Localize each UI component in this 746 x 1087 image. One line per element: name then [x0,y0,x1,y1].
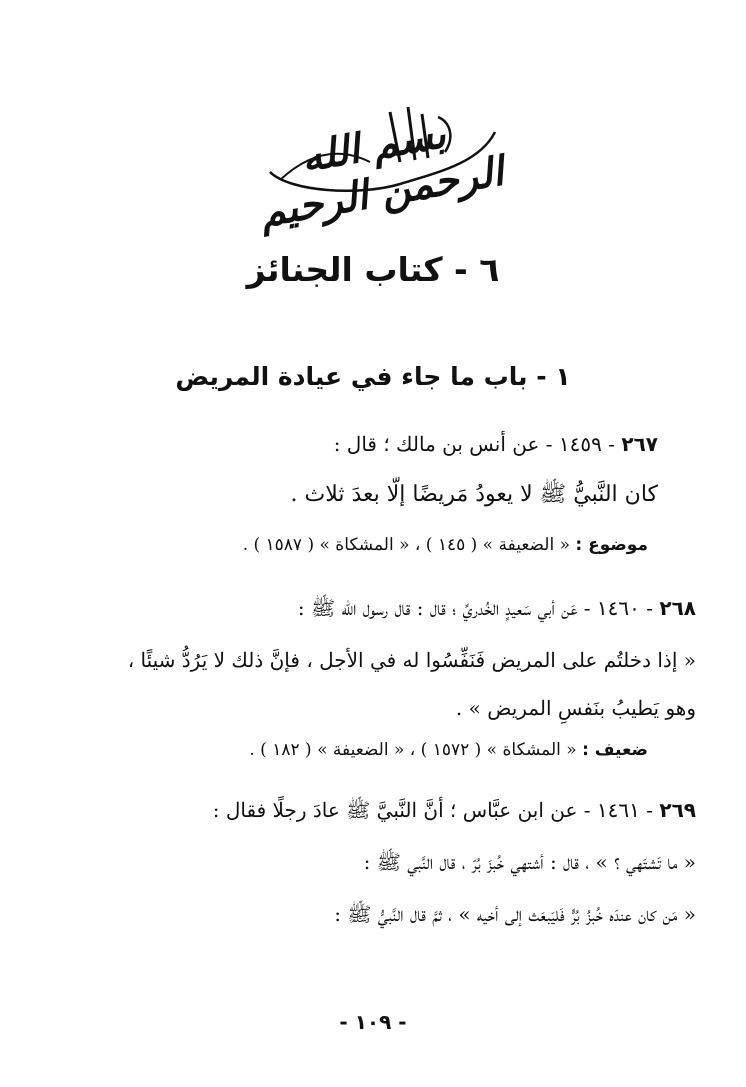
hadith-grade: موضوع : [575,535,648,555]
hadith-header [50,798,696,822]
hadith-text-line: « إذا دخلتُم على المريض فَنَفِّسُوا له في الأجل ، فإنَّ ذلك لا يَرُدُّ شيئًا ، [127,648,696,672]
hadith-number: ٢٦٨ [659,596,696,620]
hadith-header-text: - ١٤٦٠ - عَن أبي سَعيدٍ الخُدريِّ ؛ قال : قال رسول الله ﷺ : [297,596,654,620]
hadith-text-line: وهو يَطيبُ بنَفسِ المريض » . [455,696,696,720]
hadith-header-text: - ١٤٥٩ - عن أنس بن مالك ؛ قال : [333,432,616,456]
hadith-number: ٢٦٩ [659,798,696,822]
book-title: ٦ - كتاب الجنائز [246,250,500,289]
hadith-text-line: كان النَّبيُّ ﷺ لا يعودُ مَريضًا إلّا بعدَ ثلاث . [290,482,658,507]
hadith-header-text: - ١٤٦١ - عن ابن عبَّاس ؛ أنَّ النَّبيَّ ﷺ عادَ رجلًا فقال : [212,798,654,822]
basmala-text: بسم الله الرحمن الرحيم [256,110,507,237]
hadith-number: ٢٦٧ [621,432,658,456]
hadith-grade-line [50,535,648,555]
hadith-grade: ضعيف : [582,740,648,760]
hadith-grade-refs: « الضعيفة » ( ١٤٥ ) ، « المشكاة » ( ١٥٨٧ ) . [242,535,570,555]
basmala-calligraphy [250,92,507,237]
hadith-text-line: « ما تَشتَهي ؟ » ، قال : أشتهي خُبزَ بُرّ ، قال النَّبي ﷺ : [363,850,696,874]
hadith-grade-refs: « المشكاة » ( ١٥٧٢ ) ، « الضعيفة » ( ١٨٢ ) . [249,740,577,760]
chapter-title: ١ - باب ما جاء في عيادة المريض [175,362,571,391]
page-number: - ١٠٩ - [339,1010,407,1034]
hadith-header [50,432,658,456]
hadith-grade-line [50,740,648,760]
hadith-text-line: « مَن كان عندَه خُبزُ بُرٍّ فَليَبعَث إلى أخيه » ، ثمَّ قال النَّبيُّ ﷺ : [334,902,696,926]
hadith-header [50,596,696,620]
